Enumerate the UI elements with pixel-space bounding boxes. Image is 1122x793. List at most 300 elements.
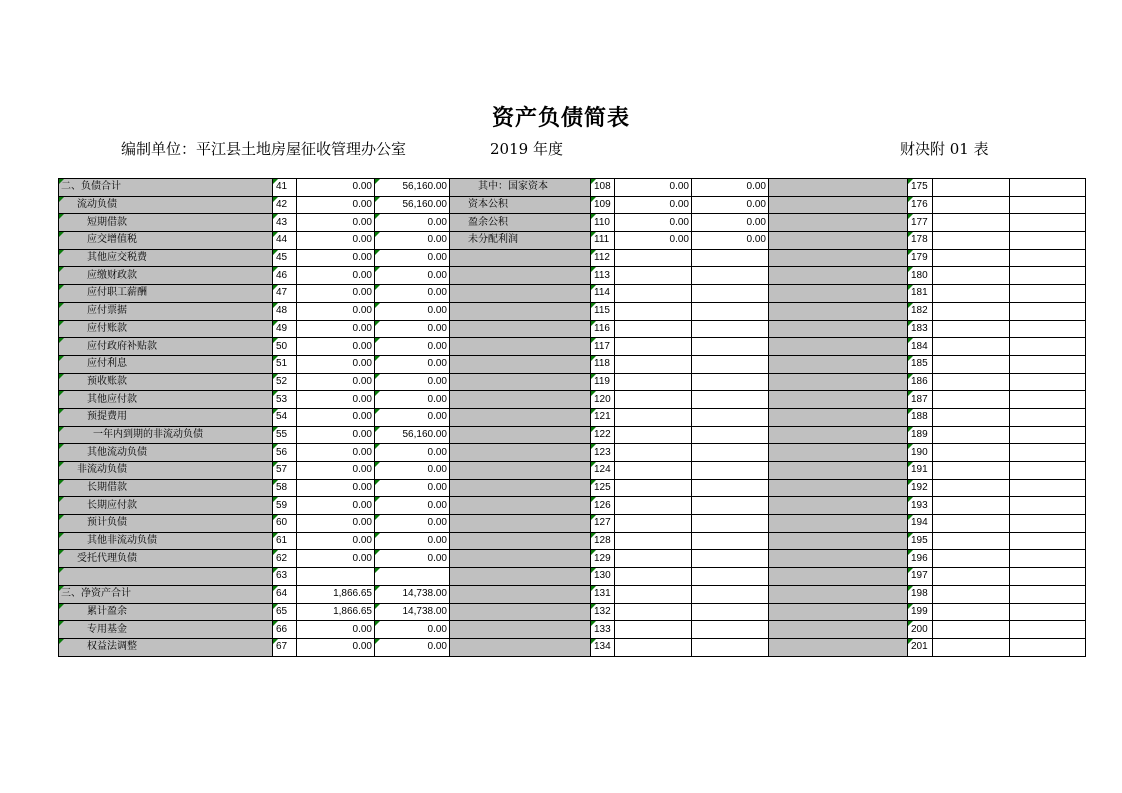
amount-cell — [615, 462, 692, 480]
item-label-cell — [769, 338, 908, 356]
amount-cell: 0.00 — [375, 479, 450, 497]
amount-cell: 0.00 — [375, 391, 450, 409]
line-number-cell: 46 — [273, 267, 297, 285]
line-number-cell: 126 — [591, 497, 615, 515]
amount-cell: 0.00 — [615, 196, 692, 214]
item-label-cell: 应交增值税 — [59, 232, 273, 250]
line-number-cell: 122 — [591, 426, 615, 444]
amount-cell — [692, 462, 769, 480]
item-label-cell — [450, 568, 591, 586]
item-label-cell — [769, 532, 908, 550]
item-label-cell — [450, 621, 591, 639]
item-label-cell — [769, 638, 908, 656]
amount-cell — [615, 408, 692, 426]
amount-cell — [297, 568, 375, 586]
line-number-cell: 194 — [908, 515, 933, 533]
table-row — [59, 568, 1086, 586]
amount-cell — [615, 621, 692, 639]
line-number-cell: 200 — [908, 621, 933, 639]
amount-cell: 0.00 — [375, 302, 450, 320]
line-number-cell: 176 — [908, 196, 933, 214]
line-number-cell: 48 — [273, 302, 297, 320]
amount-cell: 0.00 — [375, 355, 450, 373]
amount-cell — [933, 249, 1010, 267]
amount-cell — [692, 550, 769, 568]
amount-cell — [933, 373, 1010, 391]
item-label-cell: 累计盈余 — [59, 603, 273, 621]
amount-cell — [375, 568, 450, 586]
line-number-cell: 58 — [273, 479, 297, 497]
line-number-cell: 182 — [908, 302, 933, 320]
amount-cell — [1010, 232, 1086, 250]
amount-cell — [692, 603, 769, 621]
amount-cell — [1010, 603, 1086, 621]
item-label-cell — [769, 391, 908, 409]
item-label-cell — [769, 373, 908, 391]
amount-cell: 0.00 — [297, 479, 375, 497]
amount-cell — [615, 267, 692, 285]
amount-cell — [692, 267, 769, 285]
table-row — [59, 320, 1086, 338]
amount-cell: 0.00 — [297, 285, 375, 303]
item-label-cell — [450, 285, 591, 303]
item-label-cell — [769, 179, 908, 197]
line-number-cell: 118 — [591, 355, 615, 373]
amount-cell: 56,160.00 — [375, 426, 450, 444]
item-label-cell: 专用基金 — [59, 621, 273, 639]
table-row — [59, 355, 1086, 373]
amount-cell — [615, 515, 692, 533]
line-number-cell: 54 — [273, 408, 297, 426]
amount-cell — [933, 214, 1010, 232]
amount-cell: 0.00 — [297, 391, 375, 409]
line-number-cell: 60 — [273, 515, 297, 533]
item-label-cell — [450, 479, 591, 497]
line-number-cell: 61 — [273, 532, 297, 550]
amount-cell — [692, 585, 769, 603]
amount-cell — [615, 550, 692, 568]
line-number-cell: 192 — [908, 479, 933, 497]
amount-cell — [692, 621, 769, 639]
line-number-cell: 184 — [908, 338, 933, 356]
amount-cell — [1010, 249, 1086, 267]
table-row — [59, 603, 1086, 621]
item-label-cell: 三、净资产合计 — [59, 585, 273, 603]
amount-cell: 0.00 — [297, 196, 375, 214]
amount-cell: 0.00 — [297, 426, 375, 444]
line-number-cell: 129 — [591, 550, 615, 568]
amount-cell — [933, 585, 1010, 603]
table-row — [59, 621, 1086, 639]
line-number-cell: 44 — [273, 232, 297, 250]
item-label-cell: 预提费用 — [59, 408, 273, 426]
line-number-cell: 113 — [591, 267, 615, 285]
amount-cell — [692, 426, 769, 444]
amount-cell: 0.00 — [297, 214, 375, 232]
amount-cell — [615, 302, 692, 320]
table-row — [59, 373, 1086, 391]
amount-cell: 0.00 — [615, 179, 692, 197]
item-label-cell — [769, 408, 908, 426]
line-number-cell: 190 — [908, 444, 933, 462]
amount-cell: 0.00 — [297, 532, 375, 550]
line-number-cell: 123 — [591, 444, 615, 462]
line-number-cell: 120 — [591, 391, 615, 409]
line-number-cell: 65 — [273, 603, 297, 621]
item-label-cell: 应付政府补贴款 — [59, 338, 273, 356]
item-label-cell: 长期应付款 — [59, 497, 273, 515]
item-label-cell — [450, 249, 591, 267]
amount-cell — [933, 179, 1010, 197]
amount-cell — [1010, 426, 1086, 444]
item-label-cell: 其中：国家资本 — [450, 179, 591, 197]
line-number-cell: 64 — [273, 585, 297, 603]
fiscal-year: 2019 年度 — [490, 140, 563, 158]
table-row — [59, 532, 1086, 550]
item-label-cell: 预计负债 — [59, 515, 273, 533]
amount-cell — [692, 249, 769, 267]
amount-cell — [1010, 338, 1086, 356]
amount-cell: 0.00 — [297, 320, 375, 338]
line-number-cell: 180 — [908, 267, 933, 285]
amount-cell: 0.00 — [375, 638, 450, 656]
item-label-cell: 应付利息 — [59, 355, 273, 373]
amount-cell — [1010, 320, 1086, 338]
amount-cell — [933, 320, 1010, 338]
item-label-cell — [450, 355, 591, 373]
amount-cell — [933, 196, 1010, 214]
amount-cell — [933, 568, 1010, 586]
amount-cell — [933, 479, 1010, 497]
line-number-cell: 181 — [908, 285, 933, 303]
amount-cell: 0.00 — [297, 267, 375, 285]
line-number-cell: 128 — [591, 532, 615, 550]
table-row — [59, 550, 1086, 568]
item-label-cell — [769, 497, 908, 515]
line-number-cell: 43 — [273, 214, 297, 232]
amount-cell — [692, 355, 769, 373]
line-number-cell: 56 — [273, 444, 297, 462]
line-number-cell: 186 — [908, 373, 933, 391]
amount-cell — [615, 638, 692, 656]
line-number-cell: 59 — [273, 497, 297, 515]
item-label-cell — [450, 391, 591, 409]
line-number-cell: 67 — [273, 638, 297, 656]
line-number-cell: 53 — [273, 391, 297, 409]
amount-cell: 0.00 — [297, 497, 375, 515]
line-number-cell: 112 — [591, 249, 615, 267]
amount-cell — [615, 585, 692, 603]
balance-sheet-table — [58, 178, 1086, 657]
amount-cell: 14,738.00 — [375, 603, 450, 621]
item-label-cell — [769, 232, 908, 250]
table-row — [59, 444, 1086, 462]
item-label-cell — [769, 462, 908, 480]
item-label-cell: 未分配利润 — [450, 232, 591, 250]
amount-cell: 0.00 — [375, 285, 450, 303]
amount-cell: 0.00 — [297, 355, 375, 373]
amount-cell — [933, 462, 1010, 480]
item-label-cell: 非流动负债 — [59, 462, 273, 480]
table-row — [59, 408, 1086, 426]
table-row — [59, 338, 1086, 356]
table-row — [59, 391, 1086, 409]
amount-cell: 0.00 — [692, 196, 769, 214]
item-label-cell — [450, 515, 591, 533]
amount-cell: 0.00 — [297, 515, 375, 533]
amount-cell — [615, 603, 692, 621]
amount-cell: 14,738.00 — [375, 585, 450, 603]
item-label-cell — [450, 426, 591, 444]
amount-cell — [1010, 638, 1086, 656]
amount-cell: 0.00 — [297, 249, 375, 267]
amount-cell — [933, 444, 1010, 462]
line-number-cell: 62 — [273, 550, 297, 568]
amount-cell — [933, 621, 1010, 639]
line-number-cell: 42 — [273, 196, 297, 214]
item-label-cell — [769, 285, 908, 303]
item-label-cell — [450, 373, 591, 391]
line-number-cell: 175 — [908, 179, 933, 197]
amount-cell — [933, 532, 1010, 550]
item-label-cell: 权益法调整 — [59, 638, 273, 656]
item-label-cell — [450, 497, 591, 515]
amount-cell — [692, 638, 769, 656]
item-label-cell — [769, 515, 908, 533]
amount-cell — [615, 497, 692, 515]
amount-cell — [933, 497, 1010, 515]
amount-cell — [615, 373, 692, 391]
line-number-cell: 125 — [591, 479, 615, 497]
item-label-cell — [450, 603, 591, 621]
amount-cell — [692, 338, 769, 356]
amount-cell — [615, 338, 692, 356]
amount-cell — [933, 355, 1010, 373]
item-label-cell — [450, 444, 591, 462]
amount-cell — [615, 391, 692, 409]
line-number-cell: 178 — [908, 232, 933, 250]
line-number-cell: 179 — [908, 249, 933, 267]
table-row — [59, 462, 1086, 480]
item-label-cell: 一年内到期的非流动负债 — [59, 426, 273, 444]
item-label-cell — [450, 585, 591, 603]
item-label-cell: 资本公积 — [450, 196, 591, 214]
amount-cell: 0.00 — [375, 249, 450, 267]
item-label-cell: 应付票据 — [59, 302, 273, 320]
line-number-cell: 50 — [273, 338, 297, 356]
line-number-cell: 116 — [591, 320, 615, 338]
amount-cell: 0.00 — [297, 408, 375, 426]
amount-cell — [1010, 497, 1086, 515]
amount-cell — [933, 638, 1010, 656]
amount-cell: 0.00 — [297, 179, 375, 197]
amount-cell — [692, 532, 769, 550]
amount-cell: 0.00 — [692, 179, 769, 197]
amount-cell: 0.00 — [297, 462, 375, 480]
amount-cell — [1010, 585, 1086, 603]
amount-cell — [615, 479, 692, 497]
amount-cell: 0.00 — [297, 338, 375, 356]
table-row — [59, 515, 1086, 533]
item-label-cell — [450, 408, 591, 426]
line-number-cell: 108 — [591, 179, 615, 197]
line-number-cell: 183 — [908, 320, 933, 338]
line-number-cell: 110 — [591, 214, 615, 232]
item-label-cell — [769, 214, 908, 232]
item-label-cell — [769, 267, 908, 285]
amount-cell: 1,866.65 — [297, 585, 375, 603]
amount-cell — [1010, 373, 1086, 391]
amount-cell — [1010, 462, 1086, 480]
line-number-cell: 132 — [591, 603, 615, 621]
amount-cell — [1010, 479, 1086, 497]
item-label-cell — [450, 338, 591, 356]
amount-cell — [692, 320, 769, 338]
line-number-cell: 197 — [908, 568, 933, 586]
amount-cell — [933, 232, 1010, 250]
item-label-cell — [769, 603, 908, 621]
item-label-cell — [450, 267, 591, 285]
line-number-cell: 185 — [908, 355, 933, 373]
amount-cell — [615, 355, 692, 373]
item-label-cell — [450, 302, 591, 320]
line-number-cell: 201 — [908, 638, 933, 656]
line-number-cell: 127 — [591, 515, 615, 533]
item-label-cell: 其他非流动负债 — [59, 532, 273, 550]
item-label-cell: 受托代理负债 — [59, 550, 273, 568]
amount-cell — [1010, 532, 1086, 550]
item-label-cell: 预收账款 — [59, 373, 273, 391]
amount-cell — [1010, 285, 1086, 303]
amount-cell — [615, 444, 692, 462]
item-label-cell — [769, 550, 908, 568]
compiling-unit: 编制单位：平江县土地房屋征收管理办公室 — [121, 140, 407, 158]
page-title: 资产负债简表 — [491, 105, 630, 131]
amount-cell: 0.00 — [375, 214, 450, 232]
line-number-cell: 189 — [908, 426, 933, 444]
line-number-cell: 193 — [908, 497, 933, 515]
amount-cell: 0.00 — [375, 444, 450, 462]
item-label-cell — [769, 302, 908, 320]
amount-cell — [1010, 550, 1086, 568]
amount-cell: 0.00 — [375, 497, 450, 515]
item-label-cell — [450, 320, 591, 338]
line-number-cell: 66 — [273, 621, 297, 639]
table-row — [59, 638, 1086, 656]
amount-cell: 0.00 — [375, 338, 450, 356]
amount-cell: 0.00 — [615, 214, 692, 232]
item-label-cell: 长期借款 — [59, 479, 273, 497]
amount-cell — [692, 391, 769, 409]
amount-cell — [692, 302, 769, 320]
line-number-cell: 41 — [273, 179, 297, 197]
line-number-cell: 198 — [908, 585, 933, 603]
amount-cell: 0.00 — [375, 373, 450, 391]
line-number-cell: 131 — [591, 585, 615, 603]
item-label-cell: 盈余公积 — [450, 214, 591, 232]
amount-cell — [615, 568, 692, 586]
amount-cell — [615, 320, 692, 338]
table-row — [59, 285, 1086, 303]
item-label-cell — [450, 532, 591, 550]
line-number-cell: 130 — [591, 568, 615, 586]
amount-cell — [1010, 515, 1086, 533]
line-number-cell: 114 — [591, 285, 615, 303]
amount-cell — [1010, 302, 1086, 320]
table-row — [59, 426, 1086, 444]
line-number-cell: 111 — [591, 232, 615, 250]
amount-cell: 0.00 — [375, 408, 450, 426]
form-number: 财决附 01 表 — [900, 140, 989, 158]
amount-cell — [692, 408, 769, 426]
line-number-cell: 52 — [273, 373, 297, 391]
amount-cell — [933, 426, 1010, 444]
line-number-cell: 51 — [273, 355, 297, 373]
amount-cell — [933, 338, 1010, 356]
item-label-cell — [769, 568, 908, 586]
table-row — [59, 179, 1086, 197]
item-label-cell — [769, 249, 908, 267]
line-number-cell: 195 — [908, 532, 933, 550]
amount-cell — [933, 550, 1010, 568]
amount-cell: 0.00 — [375, 320, 450, 338]
item-label-cell — [769, 479, 908, 497]
line-number-cell: 124 — [591, 462, 615, 480]
amount-cell — [692, 285, 769, 303]
item-label-cell: 二、负债合计 — [59, 179, 273, 197]
line-number-cell: 177 — [908, 214, 933, 232]
amount-cell: 0.00 — [297, 232, 375, 250]
item-label-cell — [450, 550, 591, 568]
amount-cell: 0.00 — [375, 515, 450, 533]
amount-cell — [933, 285, 1010, 303]
item-label-cell: 应缴财政款 — [59, 267, 273, 285]
amount-cell — [933, 391, 1010, 409]
amount-cell: 0.00 — [297, 621, 375, 639]
amount-cell — [1010, 214, 1086, 232]
item-label-cell — [769, 196, 908, 214]
item-label-cell — [769, 320, 908, 338]
amount-cell — [1010, 391, 1086, 409]
amount-cell: 56,160.00 — [375, 179, 450, 197]
line-number-cell: 55 — [273, 426, 297, 444]
item-label-cell — [450, 638, 591, 656]
amount-cell — [1010, 444, 1086, 462]
amount-cell — [1010, 179, 1086, 197]
item-label-cell: 其他应交税费 — [59, 249, 273, 267]
line-number-cell: 134 — [591, 638, 615, 656]
amount-cell: 0.00 — [692, 214, 769, 232]
amount-cell — [1010, 267, 1086, 285]
line-number-cell: 191 — [908, 462, 933, 480]
table-row — [59, 585, 1086, 603]
table-row — [59, 497, 1086, 515]
amount-cell: 0.00 — [375, 621, 450, 639]
amount-cell — [692, 497, 769, 515]
table-row — [59, 249, 1086, 267]
amount-cell — [1010, 621, 1086, 639]
amount-cell — [933, 408, 1010, 426]
amount-cell — [615, 285, 692, 303]
amount-cell — [933, 267, 1010, 285]
amount-cell — [615, 532, 692, 550]
line-number-cell: 49 — [273, 320, 297, 338]
amount-cell: 1,866.65 — [297, 603, 375, 621]
table-row — [59, 267, 1086, 285]
table-row — [59, 302, 1086, 320]
line-number-cell: 187 — [908, 391, 933, 409]
item-label-cell: 短期借款 — [59, 214, 273, 232]
